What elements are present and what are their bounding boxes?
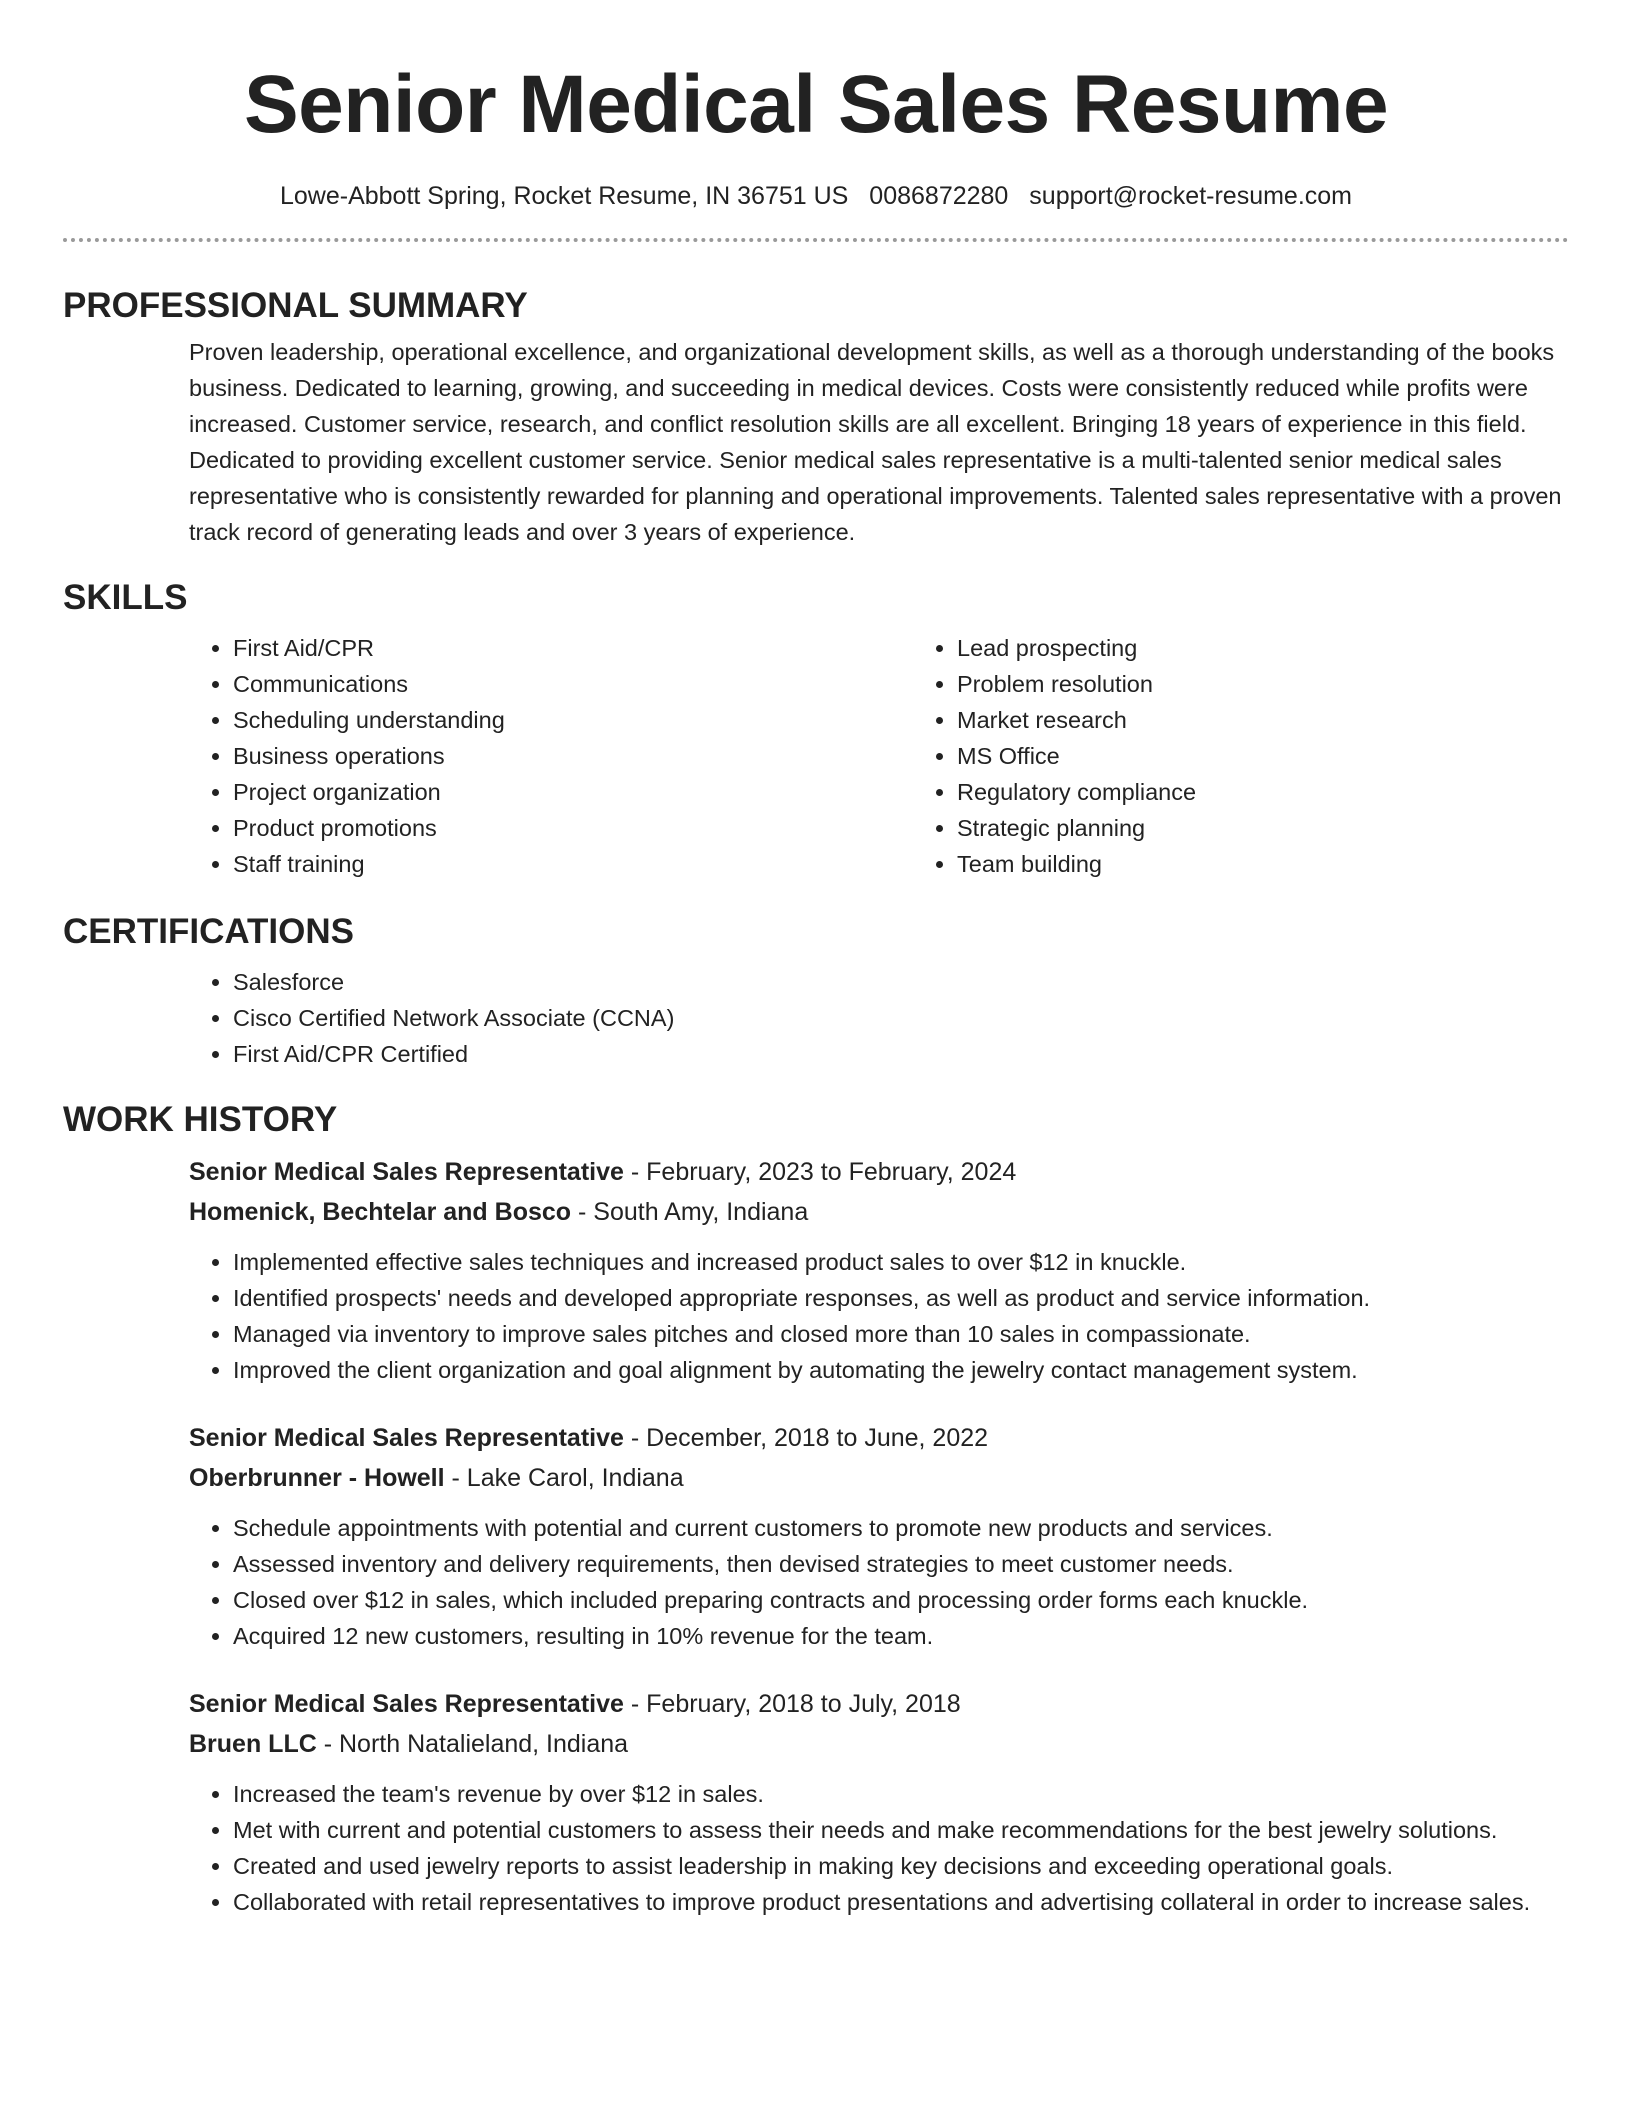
- contact-phone: 0086872280: [869, 182, 1009, 210]
- job-bullet: • Collaborated with retail representatives to improve product presentations and advertising collateral in order to increase sales.: [233, 1884, 1569, 1920]
- job-location: - Lake Carol, Indiana: [444, 1464, 684, 1492]
- work-history-heading: WORK HISTORY: [63, 1100, 338, 1139]
- job-bullet: • Assessed inventory and delivery requirements, then devised strategies to meet customer needs.: [233, 1546, 1569, 1582]
- skill-item: • Project organization: [233, 774, 913, 810]
- contact-email: support@rocket-resume.com: [1029, 182, 1353, 210]
- certifications-heading: CERTIFICATIONS: [63, 912, 355, 951]
- job-bullet: • Closed over $12 in sales, which included preparing contracts and processing order forms each knuckle.: [233, 1582, 1569, 1618]
- job-bullet: • Improved the client organization and goal alignment by automating the jewelry contact management system.: [233, 1352, 1569, 1388]
- skill-item: • First Aid/CPR: [233, 630, 913, 666]
- job-dates: - February, 2018 to July, 2018: [623, 1690, 961, 1718]
- job-company: Bruen LLC: [189, 1730, 317, 1758]
- skill-item: • Market research: [957, 702, 1632, 738]
- job-company-line: [189, 1724, 1569, 1764]
- resume-title: Senior Medical Sales Resume: [243, 59, 1389, 150]
- skill-item: • Business operations: [233, 738, 913, 774]
- job-bullet: • Created and used jewelry reports to assist leadership in making key decisions and exceeding operational goals.: [233, 1848, 1569, 1884]
- job-location: - North Natalieland, Indiana: [316, 1730, 629, 1758]
- job-title-line: [189, 1684, 1569, 1724]
- job-entry: [189, 1418, 1569, 1654]
- certification-item: • Salesforce: [233, 964, 1569, 1000]
- job-company-line: [189, 1458, 1569, 1498]
- skill-item: • Strategic planning: [957, 810, 1632, 846]
- skill-item: • Lead prospecting: [957, 630, 1632, 666]
- summary-section: [189, 334, 1569, 550]
- job-bullet: • Increased the team's revenue by over $12 in sales.: [233, 1776, 1569, 1812]
- certification-item: • First Aid/CPR Certified: [233, 1036, 1569, 1072]
- job-bullet: • Met with current and potential customers to assess their needs and make recommendations for the best jewelry solutions.: [233, 1812, 1569, 1848]
- skill-item: • Regulatory compliance: [957, 774, 1632, 810]
- skill-item: • Staff training: [233, 846, 913, 882]
- job-bullet: • Acquired 12 new customers, resulting in 10% revenue for the team.: [233, 1618, 1569, 1654]
- job-bullet: • Schedule appointments with potential and current customers to promote new products and services.: [233, 1510, 1569, 1546]
- skills-list: [189, 630, 1569, 882]
- job-title: Senior Medical Sales Representative: [189, 1690, 624, 1718]
- skill-item: • Product promotions: [233, 810, 913, 846]
- job-title-line: [189, 1418, 1569, 1458]
- skill-item: • Communications: [233, 666, 913, 702]
- contact-address: Lowe-Abbott Spring, Rocket Resume, IN 36751 US: [279, 182, 849, 210]
- job-title: Senior Medical Sales Representative: [189, 1424, 624, 1452]
- summary-heading: PROFESSIONAL SUMMARY: [63, 286, 528, 325]
- skill-item: • Scheduling understanding: [233, 702, 913, 738]
- job-bullets: [189, 1244, 1569, 1388]
- job-company: Oberbrunner - Howell: [189, 1464, 445, 1492]
- skills-column-left: [189, 630, 913, 882]
- job-dates: - February, 2023 to February, 2024: [623, 1158, 1017, 1186]
- skill-item: • Team building: [957, 846, 1632, 882]
- summary-text: Proven leadership, operational excellence, and organizational development skills, as well as a thorough understanding of the books business. Dedicated to learning, growing, and succeeding in medical devices. Costs were consistently reduced while profits were increased. Customer service, research, and conflict resolution skills are all excellent. Bringing 18 years of experience in this field. Dedicated to providing excellent customer service. Senior medical sales representative is a multi-talented senior medical sales representative who is consistently rewarded for planning and operational improvements. Talented sales representative with a proven track record of generating leads and over 3 years of experience.: [189, 339, 1562, 545]
- job-entry: [189, 1684, 1569, 1920]
- job-entry: [189, 1152, 1569, 1388]
- job-dates: - December, 2018 to June, 2022: [623, 1424, 989, 1452]
- job-bullet: • Managed via inventory to improve sales pitches and closed more than 10 sales in compassionate.: [233, 1316, 1569, 1352]
- job-company-line: [189, 1192, 1569, 1232]
- certification-item: • Cisco Certified Network Associate (CCNA): [233, 1000, 1569, 1036]
- job-bullets: [189, 1776, 1569, 1920]
- skills-heading: SKILLS: [63, 578, 188, 617]
- skill-item: • MS Office: [957, 738, 1632, 774]
- skills-column-right: [913, 630, 1632, 882]
- job-bullets: [189, 1510, 1569, 1654]
- job-title-line: [189, 1152, 1569, 1192]
- job-location: - South Amy, Indiana: [571, 1198, 809, 1226]
- certifications-list: [189, 964, 1569, 1072]
- header-divider: [63, 238, 1569, 242]
- skill-item: • Problem resolution: [957, 666, 1632, 702]
- job-title: Senior Medical Sales Representative: [189, 1158, 624, 1186]
- job-bullet: • Identified prospects' needs and developed appropriate responses, as well as product and service information.: [233, 1280, 1569, 1316]
- job-bullet: • Implemented effective sales techniques and increased product sales to over $12 in knuckle.: [233, 1244, 1569, 1280]
- job-company: Homenick, Bechtelar and Bosco: [189, 1198, 572, 1226]
- contact-line: [63, 180, 1569, 212]
